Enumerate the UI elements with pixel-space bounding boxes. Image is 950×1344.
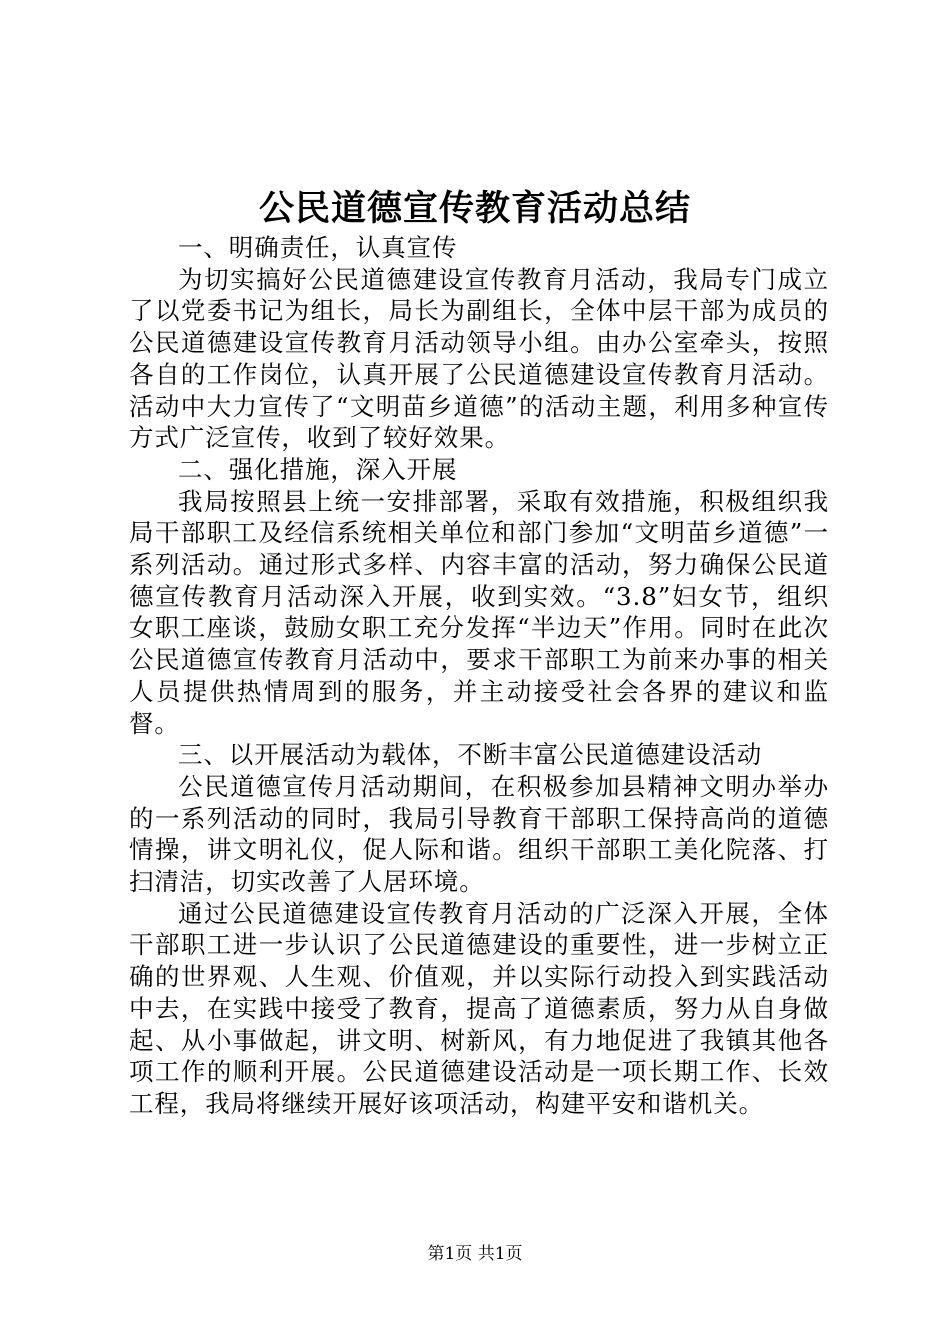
page-footer: 第1页 共1页 <box>427 1244 523 1264</box>
paragraph-1: 为切实搞好公民道德建设宣传教育月活动，我局专门成立了以党委书记为组长，局长为副组长，全体中层干部为成员的公民道德建设宣传教育月活动领导小组。由办公室牵头，按照各自的工作岗位，认真开展了公民道德建设宣传教育月活动。活动中大力宣传了“文明苗乡道德”的活动主题，利用多种宣传方式广泛宣传，收到了较好效果。 <box>129 264 829 453</box>
document-title: 公民道德宣传教育活动总结 <box>258 188 691 229</box>
section-heading-3: 三、以开展活动为载体，不断丰富公民道德建设活动 <box>178 740 763 770</box>
document-body <box>129 232 829 1120</box>
paragraph-3: 公民道德宣传月活动期间，在积极参加县精神文明办举办的一系列活动的同时，我局引导教育干部职工保持高尚的道德情操，讲文明礼仪，促人际和谐。组织干部职工美化院落、打扫清洁，切实改善了人居环境。 <box>129 771 829 897</box>
paragraph-2: 我局按照县上统一安排部署，采取有效措施，积极组织我局干部职工及经信系统相关单位和部门参加“文明苗乡道德”一系列活动。通过形式多样、内容丰富的活动，努力确保公民道德宣传教育月活动深入开展，收到实效。“3.8”妇女节，组织女职工座谈，鼓励女职工充分发挥“半边天”作用。同时在此次公民道德宣传教育月活动中，要求干部职工为前来办事的相关人员提供热情周到的服务，并主动接受社会各界的建议和监督。 <box>129 486 829 738</box>
paragraph-4: 通过公民道德建设宣传教育月活动的广泛深入开展，全体干部职工进一步认识了公民道德建设的重要性，进一步树立正确的世界观、人生观、价值观，并以实际行动投入到实践活动中去，在实践中接受了教育，提高了道德素质，努力从自身做起、从小事做起，讲文明、树新风，有力地促进了我镇其他各项工作的顺利开展。公民道德建设活动是一项长期工作、长效工程，我局将继续开展好该项活动，构建平安和谐机关。 <box>129 898 829 1118</box>
section-heading-2: 二、强化措施，深入开展 <box>178 454 458 484</box>
section-heading-1: 一、明确责任，认真宣传 <box>178 233 458 262</box>
